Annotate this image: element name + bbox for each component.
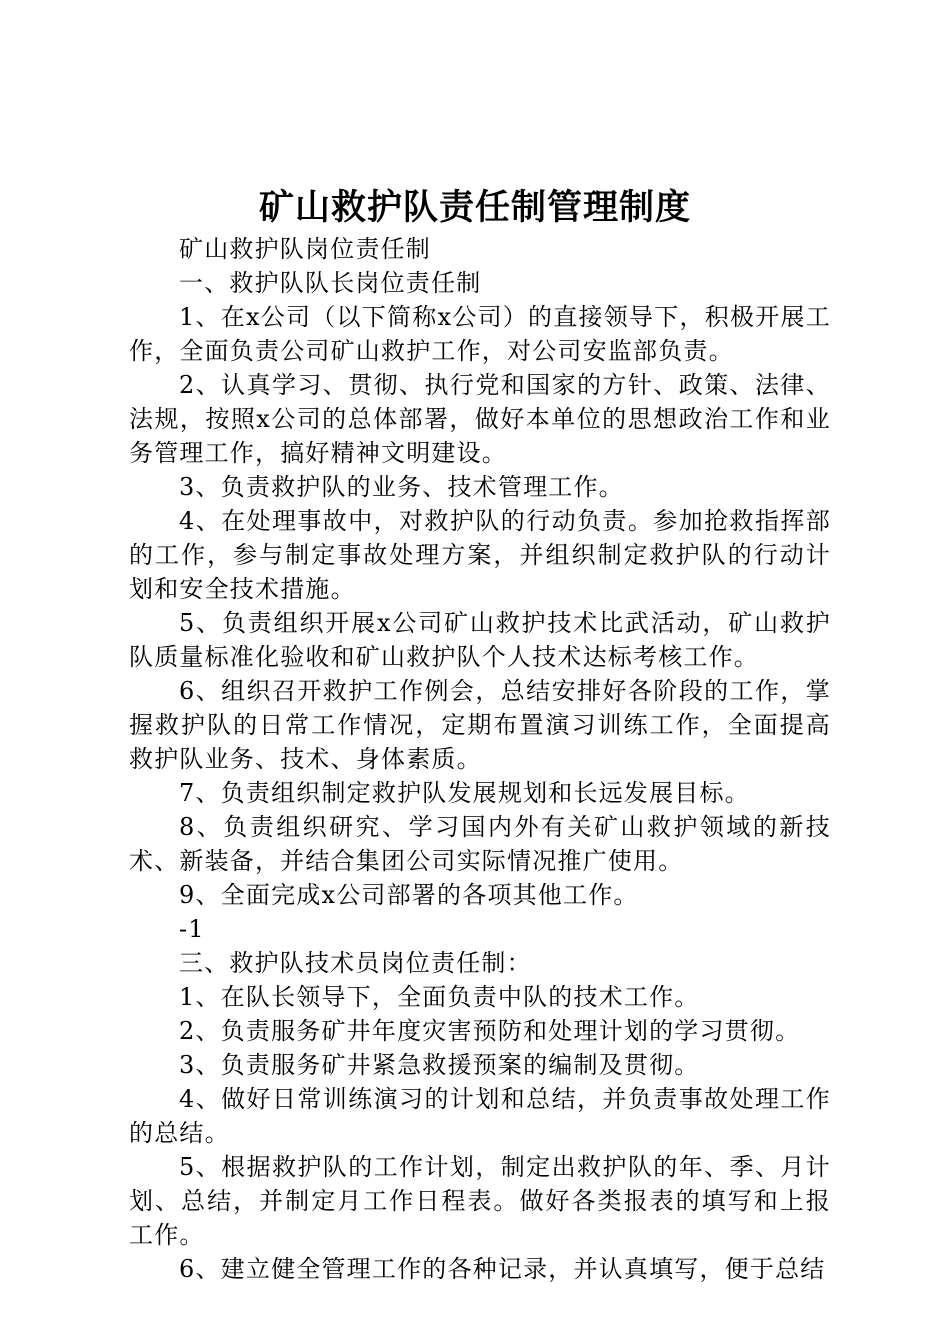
paragraph: 8、负责组织研究、学习国内外有关矿山救护领域的新技术、新装备，并结合集团公司实际情况推广使用。 (129, 813, 831, 875)
paragraph: 9、全面完成x公司部署的各项其他工作。 (179, 881, 639, 909)
document-body (129, 232, 831, 1286)
section-heading: 三、救护队技术员岗位责任制： (179, 949, 532, 977)
paragraph: 6、组织召开救护工作例会，总结安排好各阶段的工作，掌握救护队的日常工作情况，定期布置演习训练工作，全面提高救护队业务、技术、身体素质。 (129, 677, 831, 773)
section-heading: 一、救护队队长岗位责任制 (179, 269, 482, 297)
paragraph: 3、负责救护队的业务、技术管理工作。 (179, 473, 624, 501)
paragraph: 6、建立健全管理工作的各种记录，并认真填写，便于总结 (179, 1255, 826, 1283)
paragraph: 5、根据救护队的工作计划，制定出救护队的年、季、月计划、总结，并制定月工作日程表。做好各类报表的填写和上报工作。 (129, 1153, 831, 1249)
section-heading: 矿山救护队岗位责任制 (179, 235, 431, 263)
page-marker: -1 (179, 915, 205, 943)
paragraph: 2、负责服务矿井年度灾害预防和处理计划的学习贯彻。 (179, 1017, 801, 1045)
paragraph: 1、在队长领导下，全面负责中队的技术工作。 (179, 983, 700, 1011)
paragraph: 3、负责服务矿井紧急救援预案的编制及贯彻。 (179, 1051, 700, 1079)
paragraph: 5、负责组织开展x公司矿山救护技术比武活动，矿山救护队质量标准化验收和矿山救护队个人技术达标考核工作。 (129, 609, 831, 671)
document-title: 矿山救护队责任制管理制度 (258, 187, 691, 228)
paragraph: 4、做好日常训练演习的计划和总结，并负责事故处理工作的总结。 (129, 1085, 831, 1147)
paragraph: 2、认真学习、贯彻、执行党和国家的方针、政策、法律、法规，按照x公司的总体部署，做好本单位的思想政治工作和业务管理工作，搞好精神文明建设。 (129, 371, 831, 467)
paragraph: 4、在处理事故中，对救护队的行动负责。参加抢救指挥部的工作，参与制定事故处理方案，并组织制定救护队的行动计划和安全技术措施。 (129, 507, 831, 603)
paragraph: 1、在x公司（以下简称x公司）的直接领导下，积极开展工作，全面负责公司矿山救护工作，对公司安监部负责。 (129, 303, 831, 365)
paragraph: 7、负责组织制定救护队发展规划和长远发展目标。 (179, 779, 750, 807)
